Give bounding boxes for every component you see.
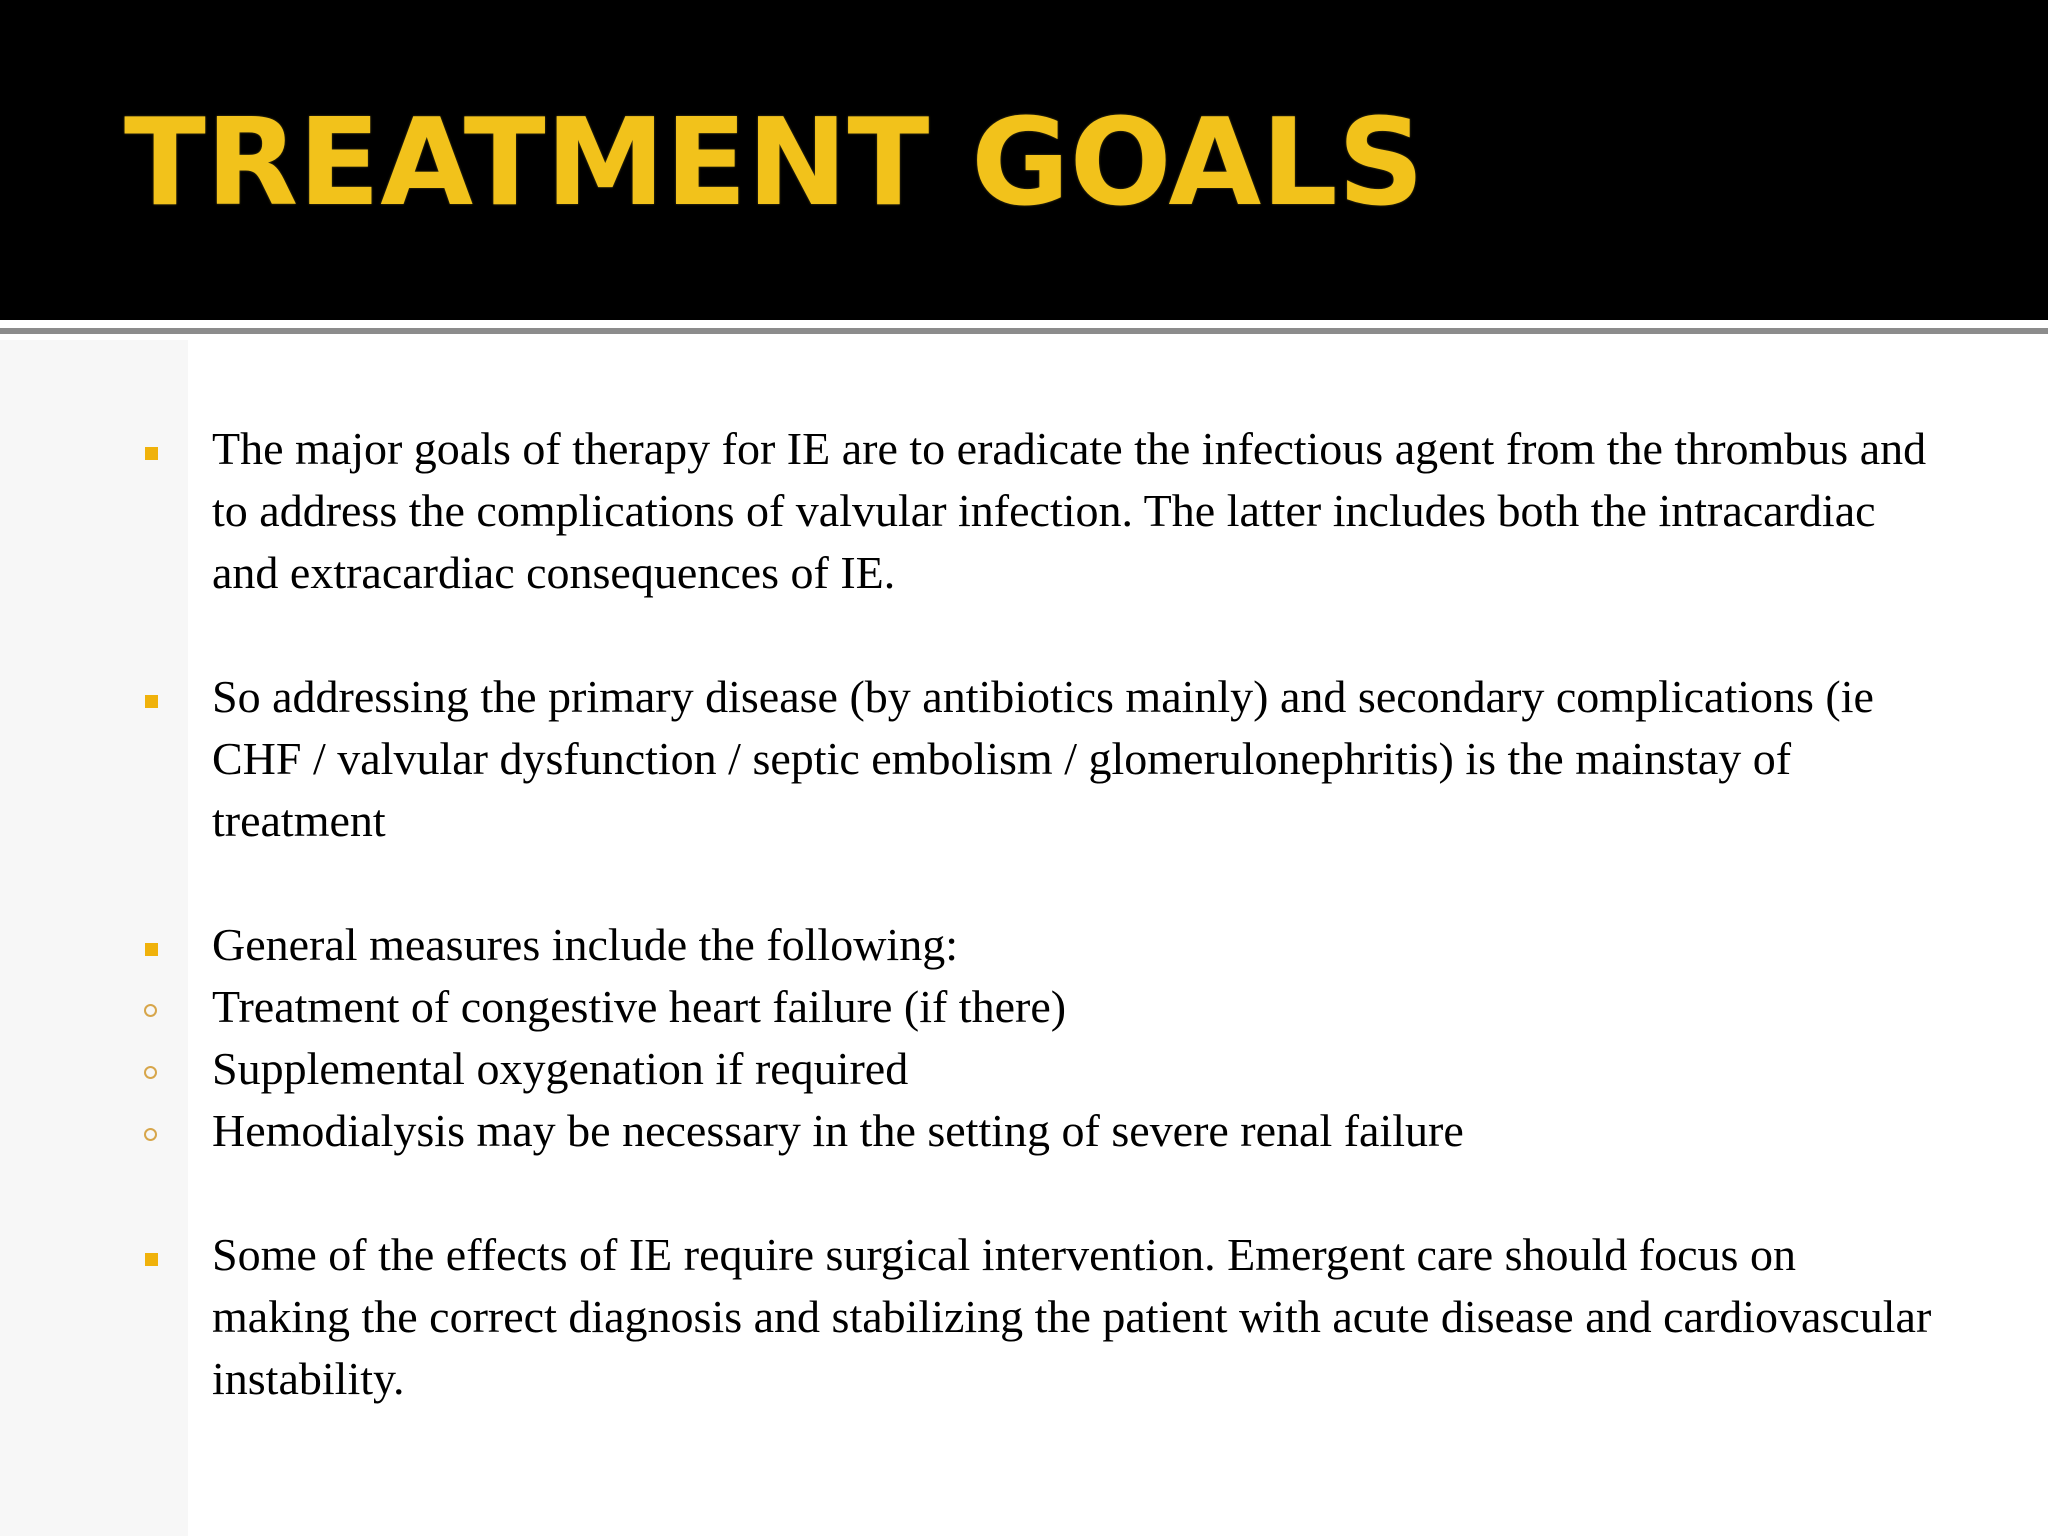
circle-bullet-icon — [140, 1100, 212, 1162]
bullet-text: The major goals of therapy for IE are to eradicate the infectious agent from the thrombus and to address the complications of valvular infection. The latter includes both the intracardiac and extracardiac consequences of IE. — [212, 423, 1927, 598]
bullet-text: Some of the effects of IE require surgical intervention. Emergent care should focus on making the correct diagnosis and stabilizing the patient with acute disease and cardiovascular instability. — [212, 1229, 1932, 1404]
list-item — [140, 914, 1940, 976]
title-band — [0, 0, 2048, 320]
circle-bullet-icon — [140, 1038, 212, 1100]
bullet-text: So addressing the primary disease (by antibiotics mainly) and secondary complications (ie CHF / valvular dysfunction / septic embolism / glomerulonephritis) is the mainstay of treatment — [212, 671, 1874, 846]
square-bullet-icon — [140, 1224, 212, 1286]
square-bullet-icon — [140, 914, 212, 976]
square-bullet-icon — [140, 666, 212, 728]
sub-list-item — [140, 1100, 1940, 1162]
slide-content — [140, 418, 1940, 1472]
sub-bullet-text: Supplemental oxygenation if required — [212, 1043, 909, 1094]
list-item — [140, 1224, 1940, 1410]
bullet-group-surgical-intervention — [140, 1224, 1940, 1410]
sub-bullet-text: Hemodialysis may be necessary in the setting of severe renal failure — [212, 1105, 1464, 1156]
sub-list-item — [140, 976, 1940, 1038]
bullet-group-goals — [140, 418, 1940, 604]
slide-title: TREATMENT GOALS — [124, 94, 1425, 233]
list-item — [140, 666, 1940, 852]
header-divider-gray — [0, 328, 2048, 334]
bullet-group-primary-disease — [140, 666, 1940, 852]
square-bullet-icon — [140, 418, 212, 480]
sub-list-item — [140, 1038, 1940, 1100]
bullet-group-general-measures — [140, 914, 1940, 1162]
header-divider-white — [0, 320, 2048, 328]
circle-bullet-icon — [140, 976, 212, 1038]
list-item — [140, 418, 1940, 604]
sub-bullet-text: Treatment of congestive heart failure (if there) — [212, 981, 1067, 1032]
bullet-text: General measures include the following: — [212, 919, 958, 970]
